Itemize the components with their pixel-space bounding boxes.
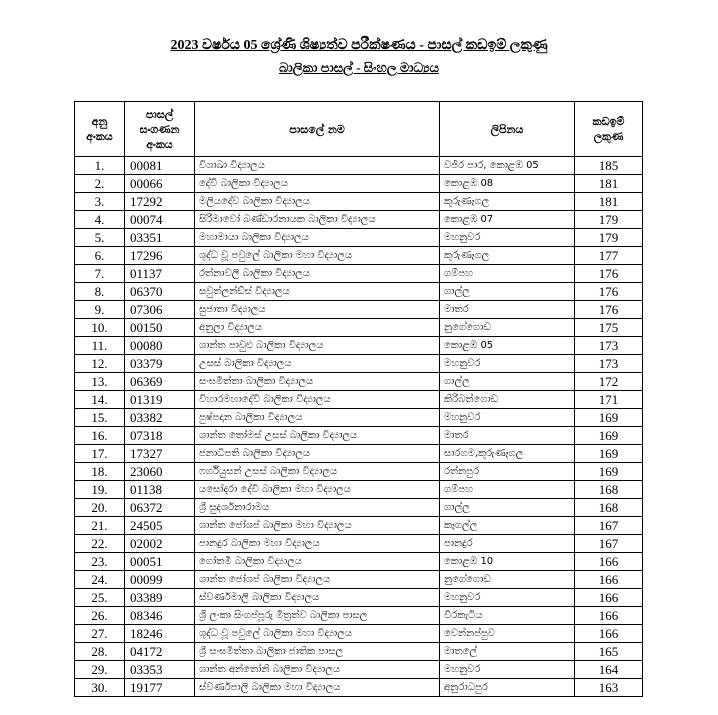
census-no-cell: 19177 xyxy=(125,679,195,697)
census-no-cell: 24505 xyxy=(125,517,195,535)
school-name-cell: අනුලා විද්‍යාලය xyxy=(195,319,440,337)
school-name-cell: මලියදේව බාලිකා විද්‍යාලය xyxy=(195,193,440,211)
table-row xyxy=(75,427,643,445)
header-cutoff-mark: කඩඉම් ලකුණ xyxy=(575,102,643,157)
serial-no-cell: 3. xyxy=(75,193,125,211)
school-name-cell: සුජාතා විද්‍යාලය xyxy=(195,301,440,319)
school-name-cell: පානදුර බාලිකා මහා විද්‍යාලය xyxy=(195,535,440,553)
address-cell: කිරිබත්ගොඩ xyxy=(440,391,575,409)
table-header-row xyxy=(75,102,643,157)
serial-no-cell: 17. xyxy=(75,445,125,463)
cutoff-mark-cell: 181 xyxy=(575,193,643,211)
serial-no-cell: 8. xyxy=(75,283,125,301)
cutoff-marks-table xyxy=(74,101,643,697)
header-address: ලිපිනය xyxy=(440,102,575,157)
serial-no-cell: 2. xyxy=(75,175,125,193)
serial-no-cell: 28. xyxy=(75,643,125,661)
school-name-cell: සවුත්ලන්ඩ්ස් විද්‍යාලය xyxy=(195,283,440,301)
census-no-cell: 07318 xyxy=(125,427,195,445)
school-name-cell: දේවි බාලිකා විද්‍යාලය xyxy=(195,175,440,193)
census-no-cell: 03351 xyxy=(125,229,195,247)
serial-no-cell: 5. xyxy=(75,229,125,247)
header-school-census-no: පාසල් සංගණන අංකය xyxy=(125,102,195,157)
cutoff-mark-cell: 175 xyxy=(575,319,643,337)
address-cell: කුරුණෑගල xyxy=(440,247,575,265)
cutoff-mark-cell: 185 xyxy=(575,157,643,175)
census-no-cell: 06372 xyxy=(125,499,195,517)
table-row xyxy=(75,157,643,175)
address-cell: සාරගම,කුරුණෑගල xyxy=(440,445,575,463)
address-cell: ගාල්ල xyxy=(440,373,575,391)
serial-no-cell: 30. xyxy=(75,679,125,697)
census-no-cell: 01319 xyxy=(125,391,195,409)
table-row xyxy=(75,481,643,499)
census-no-cell: 06369 xyxy=(125,373,195,391)
school-name-cell: විහාරමහාදේවි බාලිකා විද්‍යාලය xyxy=(195,391,440,409)
address-cell: කුරුණෑගල xyxy=(440,193,575,211)
table-row xyxy=(75,661,643,679)
address-cell: ගම්පහ xyxy=(440,481,575,499)
serial-no-cell: 21. xyxy=(75,517,125,535)
address-cell: නුගේගොඩ xyxy=(440,319,575,337)
school-name-cell: මහාමායා බාලිකා විද්‍යාලය xyxy=(195,229,440,247)
school-name-cell: උසස් බාලිකා විද්‍යාලය xyxy=(195,355,440,373)
census-no-cell: 07306 xyxy=(125,301,195,319)
cutoff-mark-cell: 166 xyxy=(575,607,643,625)
census-no-cell: 23060 xyxy=(125,463,195,481)
cutoff-mark-cell: 169 xyxy=(575,427,643,445)
address-cell: නුගේගොඩ xyxy=(440,571,575,589)
address-cell: කොළඹ 05 xyxy=(440,337,575,355)
address-cell: මාතලේ xyxy=(440,643,575,661)
document-subtitle: බාලිකා පාසල් - සිංහල මාධ්‍යය xyxy=(279,60,439,75)
table-row xyxy=(75,229,643,247)
serial-no-cell: 4. xyxy=(75,211,125,229)
serial-no-cell: 6. xyxy=(75,247,125,265)
cutoff-mark-cell: 166 xyxy=(575,571,643,589)
table-row xyxy=(75,319,643,337)
address-cell: පානදුර xyxy=(440,535,575,553)
cutoff-mark-cell: 176 xyxy=(575,301,643,319)
census-no-cell: 17296 xyxy=(125,247,195,265)
table-row xyxy=(75,499,643,517)
cutoff-mark-cell: 167 xyxy=(575,535,643,553)
census-no-cell: 03353 xyxy=(125,661,195,679)
serial-no-cell: 22. xyxy=(75,535,125,553)
census-no-cell: 02002 xyxy=(125,535,195,553)
serial-no-cell: 25. xyxy=(75,589,125,607)
table-row xyxy=(75,265,643,283)
school-name-cell: ශුද්ධ වූ පවුලේ බාලිකා මහා විද්‍යාලය xyxy=(195,247,440,265)
cutoff-mark-cell: 169 xyxy=(575,409,643,427)
cutoff-mark-cell: 169 xyxy=(575,445,643,463)
address-cell: මහනුවර xyxy=(440,409,575,427)
school-name-cell: ජනාධිපති බාලිකා විද්‍යාලය xyxy=(195,445,440,463)
school-name-cell: ෆර්ගියුසන් උසස් බාලිකා විද්‍යාලය xyxy=(195,463,440,481)
cutoff-mark-cell: 164 xyxy=(575,661,643,679)
census-no-cell: 04172 xyxy=(125,643,195,661)
serial-no-cell: 27. xyxy=(75,625,125,643)
address-cell: කොළඹ 08 xyxy=(440,175,575,193)
census-no-cell: 00051 xyxy=(125,553,195,571)
census-no-cell: 01138 xyxy=(125,481,195,499)
header-school-name: පාසලේ නම xyxy=(195,102,440,157)
cutoff-mark-cell: 167 xyxy=(575,517,643,535)
serial-no-cell: 7. xyxy=(75,265,125,283)
serial-no-cell: 24. xyxy=(75,571,125,589)
school-name-cell: ස්වර්ණමාලි බාලිකා විද්‍යාලය xyxy=(195,589,440,607)
address-cell: මහනුවර xyxy=(440,589,575,607)
school-name-cell: සිරිමාවෝ බණ්ඩාරනායක බාලිකා විද්‍යාලය xyxy=(195,211,440,229)
school-name-cell: සංඝමිත්තා බාලිකා විද්‍යාලය xyxy=(195,373,440,391)
census-no-cell: 17292 xyxy=(125,193,195,211)
address-cell: මාතර xyxy=(440,427,575,445)
cutoff-mark-cell: 179 xyxy=(575,211,643,229)
table-row xyxy=(75,643,643,661)
serial-no-cell: 15. xyxy=(75,409,125,427)
cutoff-mark-cell: 163 xyxy=(575,679,643,697)
table-row xyxy=(75,301,643,319)
table-body xyxy=(75,157,643,697)
address-cell: මාතර xyxy=(440,301,575,319)
school-name-cell: ශාන්ත ජෝශප් බාලිකා විද්‍යාලය xyxy=(195,571,440,589)
table-row xyxy=(75,337,643,355)
address-cell: ගාල්ල xyxy=(440,283,575,301)
address-cell: කෑගල්ල xyxy=(440,517,575,535)
address-cell: කොළඹ 07 xyxy=(440,211,575,229)
table-row xyxy=(75,571,643,589)
cutoff-mark-cell: 172 xyxy=(575,373,643,391)
school-name-cell: ශ්‍රී සුදර්ශනාරාමය xyxy=(195,499,440,517)
cutoff-mark-cell: 169 xyxy=(575,463,643,481)
header-serial-no: අනු අංකය xyxy=(75,102,125,157)
address-cell: මහනුවර xyxy=(440,661,575,679)
address-cell: වෙන්නප්පුව xyxy=(440,625,575,643)
cutoff-mark-cell: 165 xyxy=(575,643,643,661)
serial-no-cell: 11. xyxy=(75,337,125,355)
school-name-cell: ස්වර්ණපාලි බාලිකා මහා විද්‍යාලය xyxy=(195,679,440,697)
table-row xyxy=(75,247,643,265)
census-no-cell: 00074 xyxy=(125,211,195,229)
cutoff-mark-cell: 181 xyxy=(575,175,643,193)
address-cell: ගාල්ල xyxy=(440,499,575,517)
school-name-cell: ශාන්ත තෝමස් උසස් බාලිකා විද්‍යාලය xyxy=(195,427,440,445)
census-no-cell: 18246 xyxy=(125,625,195,643)
table-row xyxy=(75,553,643,571)
school-name-cell: ශ්‍රී ලංකා සිංගප්පූරු මිත්‍රත්ව බාලිකා පාසල xyxy=(195,607,440,625)
cutoff-mark-cell: 177 xyxy=(575,247,643,265)
serial-no-cell: 23. xyxy=(75,553,125,571)
table-row xyxy=(75,391,643,409)
census-no-cell: 03389 xyxy=(125,589,195,607)
serial-no-cell: 18. xyxy=(75,463,125,481)
census-no-cell: 06370 xyxy=(125,283,195,301)
table-row xyxy=(75,679,643,697)
cutoff-mark-cell: 166 xyxy=(575,625,643,643)
cutoff-mark-cell: 171 xyxy=(575,391,643,409)
serial-no-cell: 26. xyxy=(75,607,125,625)
school-name-cell: විශාඛා විද්‍යාලය xyxy=(195,157,440,175)
school-name-cell: ශ්‍රී සංඝමිත්තා බාලිකා ජාතික පාසල xyxy=(195,643,440,661)
cutoff-mark-cell: 173 xyxy=(575,337,643,355)
address-cell: වීරකැටිය xyxy=(440,607,575,625)
serial-no-cell: 20. xyxy=(75,499,125,517)
cutoff-mark-cell: 173 xyxy=(575,355,643,373)
serial-no-cell: 9. xyxy=(75,301,125,319)
census-no-cell: 17327 xyxy=(125,445,195,463)
document-title: 2023 වර්ෂය 05 ශ්‍රේණි ශිෂ්‍යත්ව පරීක්ෂණය - පාසල් කඩඉම් ලකුණු xyxy=(170,38,548,53)
table-row xyxy=(75,355,643,373)
table-row xyxy=(75,607,643,625)
table-row xyxy=(75,445,643,463)
census-no-cell: 03379 xyxy=(125,355,195,373)
school-name-cell: යසෝදරා දේවි බාලිකා මහා විද්‍යාලය xyxy=(195,481,440,499)
table-row xyxy=(75,175,643,193)
serial-no-cell: 12. xyxy=(75,355,125,373)
cutoff-mark-cell: 168 xyxy=(575,499,643,517)
table-row xyxy=(75,211,643,229)
census-no-cell: 00081 xyxy=(125,157,195,175)
cutoff-mark-cell: 166 xyxy=(575,553,643,571)
cutoff-mark-cell: 179 xyxy=(575,229,643,247)
serial-no-cell: 19. xyxy=(75,481,125,499)
school-name-cell: ශාන්ත පාවුළු බාලිකා විද්‍යාලය xyxy=(195,337,440,355)
address-cell: කොළඹ 10 xyxy=(440,553,575,571)
address-cell: වජිර පාර, කොළඹ 05 xyxy=(440,157,575,175)
cutoff-mark-cell: 168 xyxy=(575,481,643,499)
table-row xyxy=(75,589,643,607)
address-cell: ගම්පහ xyxy=(440,265,575,283)
census-no-cell: 00080 xyxy=(125,337,195,355)
address-cell: අනුරාධපුර xyxy=(440,679,575,697)
census-no-cell: 03382 xyxy=(125,409,195,427)
school-name-cell: ශාන්ත අන්තෝනි බාලිකා විද්‍යාලය xyxy=(195,661,440,679)
cutoff-mark-cell: 176 xyxy=(575,265,643,283)
school-name-cell: ගෝතමී බාලිකා විද්‍යාලය xyxy=(195,553,440,571)
census-no-cell: 01137 xyxy=(125,265,195,283)
census-no-cell: 00150 xyxy=(125,319,195,337)
table-row xyxy=(75,625,643,643)
address-cell: මහනුවර xyxy=(440,229,575,247)
school-name-cell: ශුද්ධ වූ පවුලේ බාලිකා මහා විද්‍යාලය xyxy=(195,625,440,643)
table-row xyxy=(75,193,643,211)
serial-no-cell: 14. xyxy=(75,391,125,409)
school-name-cell: පුෂ්පදාන බාලිකා විද්‍යාලය xyxy=(195,409,440,427)
school-name-cell: ශාන්ත ජෝශප් බාලිකා මහා විද්‍යාලය xyxy=(195,517,440,535)
census-no-cell: 00066 xyxy=(125,175,195,193)
serial-no-cell: 1. xyxy=(75,157,125,175)
serial-no-cell: 13. xyxy=(75,373,125,391)
cutoff-mark-cell: 176 xyxy=(575,283,643,301)
cutoff-mark-cell: 166 xyxy=(575,589,643,607)
table-row xyxy=(75,463,643,481)
address-cell: රත්නපුර xyxy=(440,463,575,481)
school-name-cell: රත්නාවලී බාලිකා විද්‍යාලය xyxy=(195,265,440,283)
table-row xyxy=(75,409,643,427)
address-cell: මහනුවර xyxy=(440,355,575,373)
table-row xyxy=(75,517,643,535)
census-no-cell: 00099 xyxy=(125,571,195,589)
serial-no-cell: 10. xyxy=(75,319,125,337)
census-no-cell: 08346 xyxy=(125,607,195,625)
table-row xyxy=(75,373,643,391)
table-row xyxy=(75,535,643,553)
table-row xyxy=(75,283,643,301)
serial-no-cell: 29. xyxy=(75,661,125,679)
serial-no-cell: 16. xyxy=(75,427,125,445)
